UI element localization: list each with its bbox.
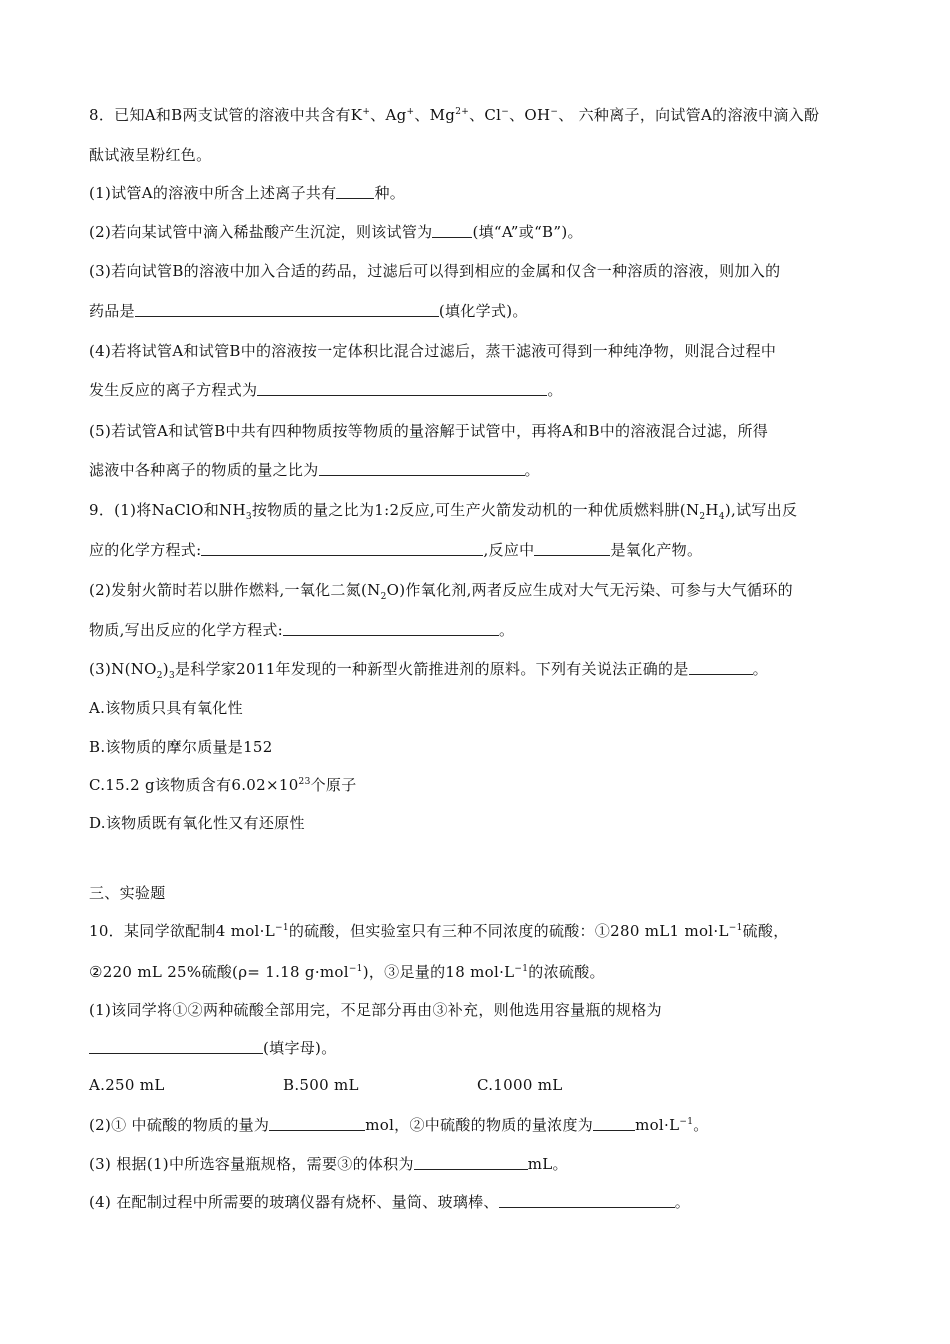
answer-blank[interactable]	[89, 1039, 263, 1054]
answer-blank[interactable]	[499, 1193, 675, 1208]
q9-part2-line2: 物质,写出反应的化学方程式: 。	[89, 621, 515, 639]
answer-blank[interactable]	[336, 184, 374, 199]
q10-part1-line1: (1)该同学将①②两种硫酸全部用完，不足部分再由③补充，则他选用容量瓶的规格为	[89, 1001, 662, 1019]
q8-part1: (1)试管A的溶液中所含上述离子共有 种。	[89, 184, 406, 202]
answer-blank[interactable]	[593, 1116, 635, 1131]
answer-blank[interactable]	[689, 660, 753, 675]
q10-line1: 10．某同学欲配制4 $mol\cdot L^{-1}$的硫酸，但实验室只有三种不同浓度的硫酸：①280 mL1 $mol\cdot L^{-1}$硫酸，	[89, 922, 789, 940]
q10-option-c: C.1000 mL	[477, 1076, 563, 1094]
q8-part5-line2: 滤液中各种离子的物质的量之比为 。	[89, 461, 540, 479]
q8-part2: (2)若向某试管中滴入稀盐酸产生沉淀，则该试管为 (填“A”或“B”)。	[89, 223, 583, 241]
q10-options	[89, 1076, 563, 1094]
q10-option-a: A.250 mL	[89, 1076, 165, 1094]
section-title: 三、实验题	[89, 884, 166, 902]
answer-blank[interactable]	[283, 621, 499, 636]
q8-part3-line1: (3)若向试管B的溶液中加入合适的药品，过滤后可以得到相应的金属和仅含一种溶质的溶液，则加入的	[89, 262, 781, 280]
q9-option-a: A.该物质只具有氧化性	[89, 699, 243, 717]
q10-part1-line2: (填字母)。	[89, 1037, 337, 1058]
q9-part3: $(3)N(NO_2)_3$是科学家2011年发现的一种新型火箭推进剂的原料。下列有关说法正确的是 。	[89, 660, 768, 681]
q10-part3: (3) 根据(1)中所选容量瓶规格，需要③的体积为 mL。	[89, 1155, 568, 1173]
answer-blank[interactable]	[269, 1116, 365, 1131]
q9-option-c: C.15.2 g该物质含有$6.02\times 10^{23}$个原子	[89, 776, 357, 794]
answer-blank[interactable]	[414, 1155, 528, 1170]
q8-intro-line2: 酞试液呈粉红色。	[89, 146, 212, 164]
answer-blank[interactable]	[201, 541, 483, 556]
q10-part2: (2)① 中硫酸的物质的量为 mol，②中硫酸的物质的量浓度为 $mol\cdot L^{-1}$。	[89, 1116, 709, 1134]
q9-line2: 应的化学方程式: ,反应中 是氧化产物。	[89, 541, 703, 559]
answer-blank[interactable]	[432, 223, 472, 238]
q10-line2: ②220 mL 25%硫酸(ρ= 1.18 g·mol$^{-1}$)，③足量的18 $mol\cdot L^{-1}$的浓硫酸。	[89, 963, 605, 981]
q8-intro-line1: 8．已知A和B两支试管的溶液中共含有K+、Ag+、$Mg^{2+}$、Cl−、OH−、 六种离子，向试管A的溶液中滴入酚	[89, 106, 820, 124]
answer-blank[interactable]	[534, 541, 610, 556]
answer-blank[interactable]	[319, 461, 525, 476]
q8-part4-line1: (4)若将试管A和试管B中的溶液按一定体积比混合过滤后，蒸干滤液可得到一种纯净物，则混合过程中	[89, 342, 777, 360]
q8-part4-line2: 发生反应的离子方程式为 。	[89, 381, 563, 399]
q9-line1: 9．(1)将NaClO和$NH_3$按物质的量之比为1:2反应,可生产火箭发动机的一种优质燃料肼$(N_2H_4)$,试写出反	[89, 501, 798, 522]
answer-blank[interactable]	[257, 381, 547, 396]
q9-option-d: D.该物质既有氧化性又有还原性	[89, 814, 305, 832]
answer-blank[interactable]	[135, 302, 439, 317]
q10-option-b: B.500 mL	[283, 1076, 359, 1094]
q10-part4: (4) 在配制过程中所需要的玻璃仪器有烧杯、量筒、玻璃棒、 。	[89, 1193, 691, 1211]
q8-part5-line1: (5)若试管A和试管B中共有四种物质按等物质的量溶解于试管中，再将A和B中的溶液混合过滤，所得	[89, 422, 769, 440]
q9-option-b: B.该物质的摩尔质量是152	[89, 738, 273, 756]
q8-part3-line2: 药品是 (填化学式)。	[89, 302, 528, 320]
q9-part2-line1: (2)发射火箭时若以肼作燃料,一氧化二氮$(N_2O)$作氧化剂,两者反应生成对大气无污染、可参与大气循环的	[89, 581, 793, 602]
